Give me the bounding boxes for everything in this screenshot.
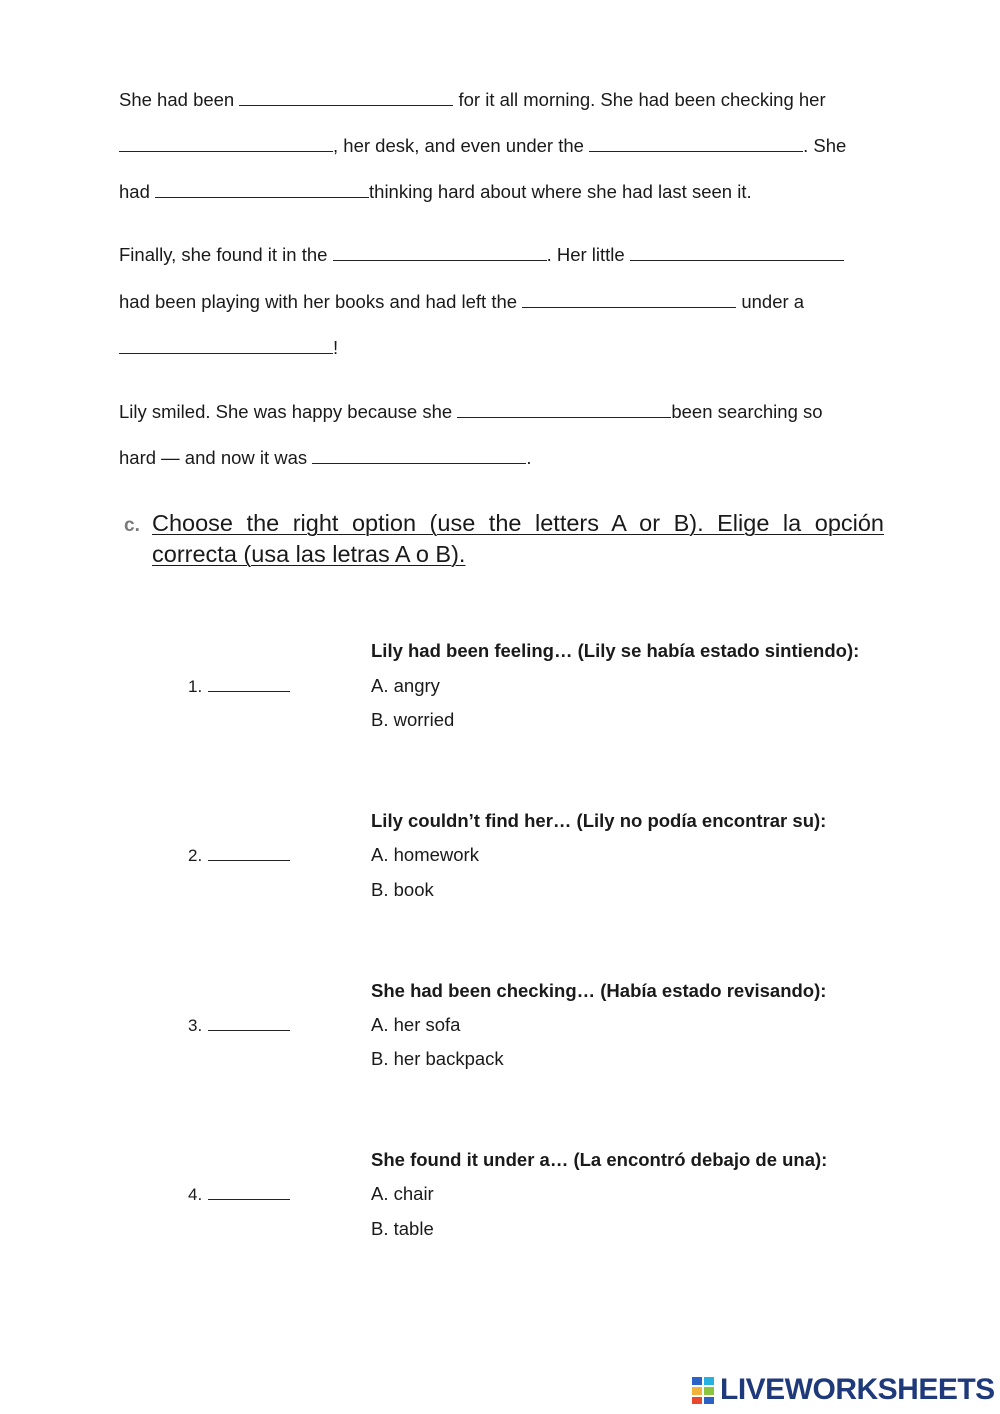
question-number-label: 4. bbox=[188, 1185, 203, 1204]
story-text: had bbox=[119, 181, 156, 202]
blank-input[interactable] bbox=[239, 86, 453, 106]
question-number bbox=[188, 1183, 290, 1205]
question-title: Lily couldn’t find her… (Lily no podía encontrar su): bbox=[371, 810, 827, 831]
story-line bbox=[119, 241, 844, 267]
story-text: , her desk, and even under the bbox=[333, 135, 590, 156]
story-text: . bbox=[526, 447, 532, 468]
question-number-label: 1. bbox=[188, 677, 203, 696]
story-text: had been playing with her books and had left the bbox=[119, 291, 523, 312]
question-number-label: 3. bbox=[188, 1016, 203, 1035]
question-title: She found it under a… (La encontró debajo de una): bbox=[371, 1149, 828, 1170]
question-number-label: 2. bbox=[188, 846, 203, 865]
question-title: She had been checking… (Había estado revisando): bbox=[371, 980, 827, 1001]
story-text: hard — and now it was bbox=[119, 447, 313, 468]
story-line bbox=[119, 86, 826, 112]
story-line bbox=[119, 444, 531, 470]
option-b: B. table bbox=[371, 1218, 434, 1239]
story-text: Finally, she found it in the bbox=[119, 244, 333, 265]
answer-input[interactable] bbox=[208, 1014, 290, 1031]
logo-blocks-icon bbox=[692, 1375, 716, 1405]
blank-input[interactable] bbox=[522, 288, 736, 308]
section-c bbox=[124, 508, 884, 570]
option-a: A. her sofa bbox=[371, 1014, 461, 1035]
story-text: for it all morning. She had been checking her bbox=[453, 89, 826, 110]
option-a: A. chair bbox=[371, 1183, 434, 1204]
question-title: Lily had been feeling… (Lily se había estado sintiendo): bbox=[371, 640, 860, 661]
story-text: thinking hard about where she had last seen it. bbox=[369, 181, 752, 202]
blank-input[interactable] bbox=[630, 241, 844, 261]
story-line bbox=[119, 132, 846, 158]
answer-input[interactable] bbox=[208, 844, 290, 861]
story-text: ! bbox=[333, 337, 339, 358]
answer-input[interactable] bbox=[208, 675, 290, 692]
question-number bbox=[188, 844, 290, 866]
blank-input[interactable] bbox=[333, 241, 547, 261]
blank-input[interactable] bbox=[312, 444, 526, 464]
blank-input[interactable] bbox=[457, 398, 671, 418]
answer-input[interactable] bbox=[208, 1183, 290, 1200]
question-number bbox=[188, 1014, 290, 1036]
section-heading: Choose the right option (use the letters A or B). Elige la opción correcta (usa las letras A o B). bbox=[152, 510, 884, 567]
story-text: . Her little bbox=[546, 244, 630, 265]
blank-input[interactable] bbox=[119, 132, 333, 152]
section-letter: c. bbox=[124, 515, 140, 536]
logo-text: LIVEWORKSHEETS bbox=[720, 1373, 995, 1406]
blank-input[interactable] bbox=[155, 178, 369, 198]
option-a: A. homework bbox=[371, 844, 479, 865]
story-text: under a bbox=[736, 291, 805, 312]
story-line bbox=[119, 178, 752, 204]
option-b: B. her backpack bbox=[371, 1048, 504, 1069]
story-line bbox=[119, 398, 823, 424]
blank-input[interactable] bbox=[119, 334, 333, 354]
option-b: B. worried bbox=[371, 709, 455, 730]
blank-input[interactable] bbox=[589, 132, 803, 152]
story-text: Lily smiled. She was happy because she bbox=[119, 401, 458, 422]
option-a: A. angry bbox=[371, 675, 440, 696]
liveworksheets-logo bbox=[692, 1373, 995, 1407]
story-text: She had been bbox=[119, 89, 240, 110]
story-line bbox=[119, 288, 804, 314]
story-text: been searching so bbox=[671, 401, 823, 422]
question-number bbox=[188, 675, 290, 697]
story-text: . She bbox=[803, 135, 847, 156]
story-line bbox=[119, 334, 338, 360]
option-b: B. book bbox=[371, 879, 434, 900]
